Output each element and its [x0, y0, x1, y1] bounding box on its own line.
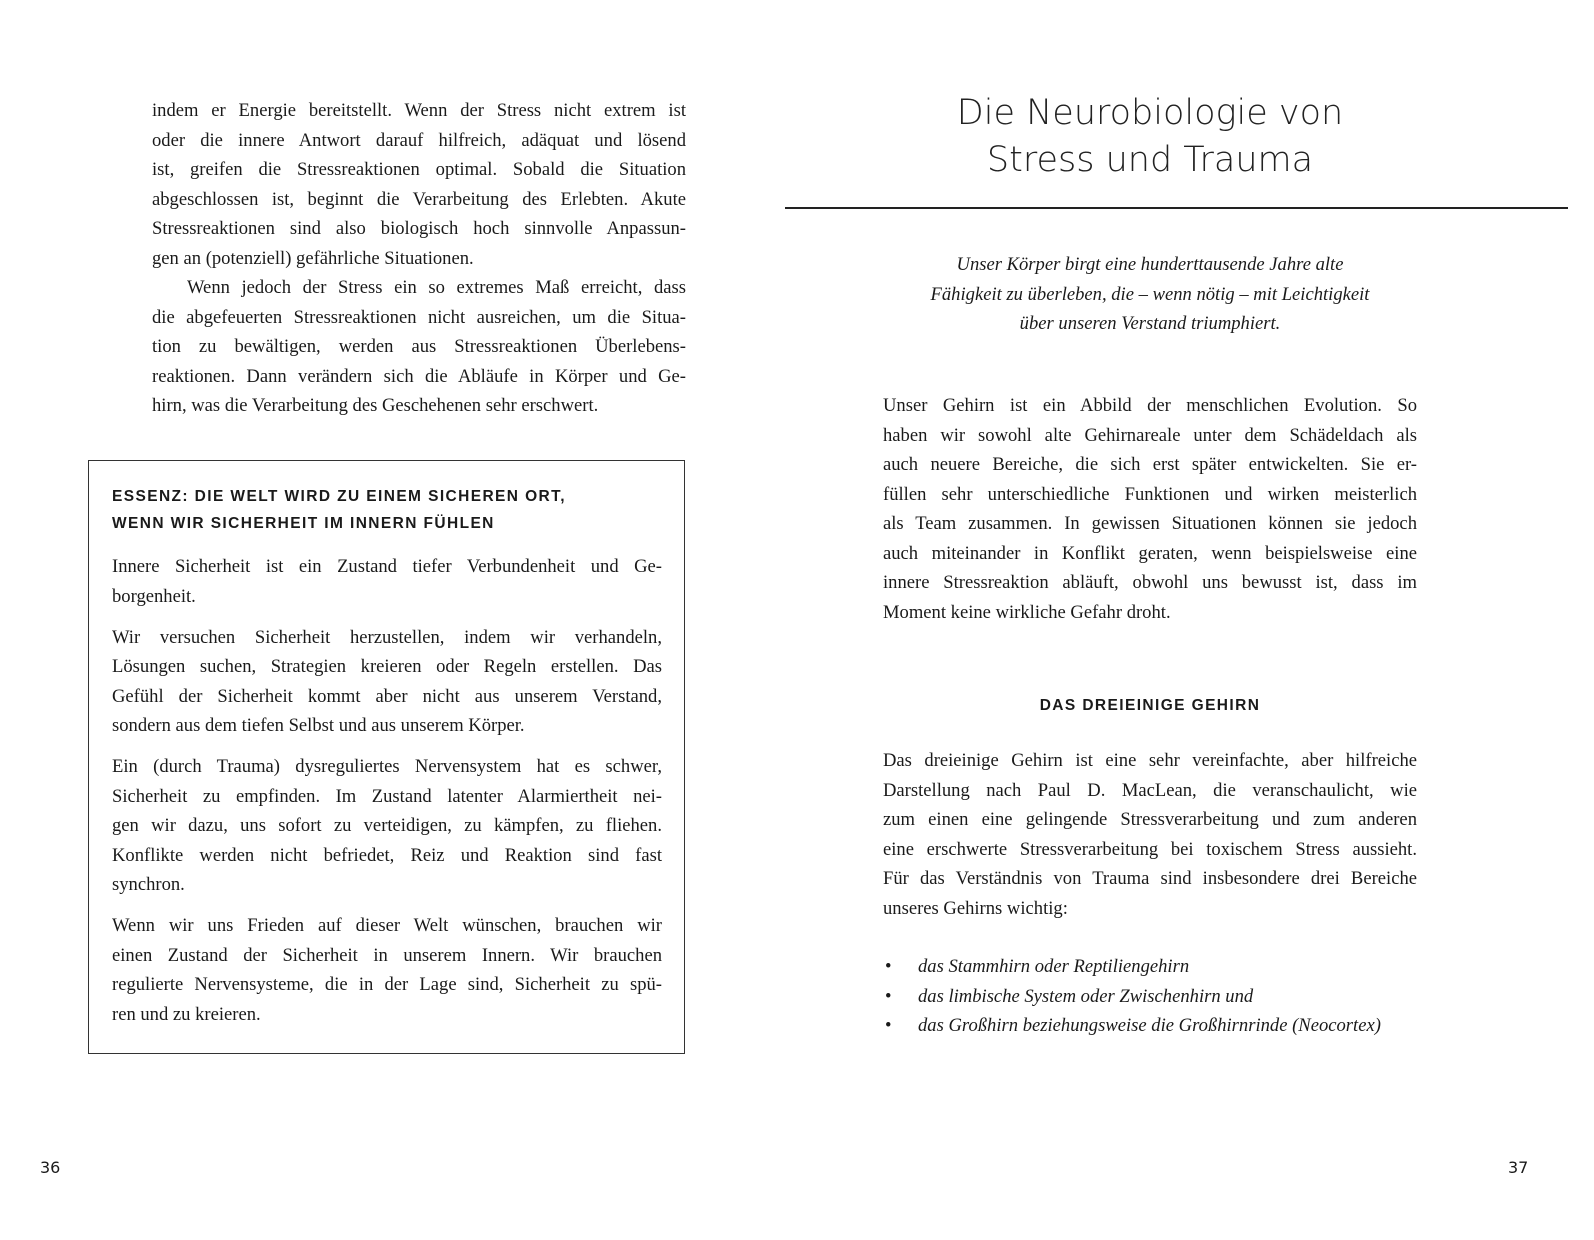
text-line: unseres Gehirns wichtig:	[883, 897, 1068, 919]
paragraph	[112, 752, 662, 900]
paragraph	[883, 391, 1417, 627]
text-line: Unser Gehirn ist ein Abbild der menschlichen Evolution. So	[883, 395, 1417, 416]
essence-heading-line: WENN WIR SICHERHEIT IM INNERN FÜHLEN	[112, 515, 495, 532]
text-line: hirn, was die Verarbeitung des Geschehenen sehr erschwert.	[152, 395, 599, 416]
text-line: abgeschlossen ist, beginnt die Verarbeitung des Erlebten. Akute	[152, 188, 686, 210]
chapter-title-line: Stress und Trauma	[986, 140, 1314, 180]
essence-heading	[112, 483, 566, 537]
text-line: gen an (potenziell) gefährliche Situationen.	[152, 247, 474, 269]
essence-box	[88, 460, 685, 1054]
chapter-title-line: Die Neurobiologie von	[956, 93, 1344, 133]
text-line: die abgefeuerten Stressreaktionen nicht ausreichen, um die Situa-	[152, 306, 686, 328]
text-line: reaktionen. Dann verändern sich die Abläufe in Körper und Ge-	[152, 365, 686, 387]
text-line: borgenheit.	[112, 585, 196, 607]
text-line: Stressreaktionen sind also biologisch hoch sinnvolle Anpassun-	[152, 218, 686, 239]
text-line: Wenn wir uns Frieden auf dieser Welt wünschen, brauchen wir	[112, 915, 662, 936]
paragraph	[112, 911, 662, 1029]
text-line: zum einen eine gelingende Stressverarbeitung und zum anderen	[883, 809, 1417, 830]
text-line: Lösungen suchen, Strategien kreieren oder Regeln erstellen. Das	[112, 656, 662, 677]
text-line: Konflikte werden nicht befriedet, Reiz und Reaktion sind fast	[112, 844, 662, 866]
page-number-left: 36	[40, 1158, 61, 1177]
text-line: Moment keine wirkliche Gefahr droht.	[883, 601, 1171, 623]
quote-line: Unser Körper birgt eine hunderttausende Jahre alte	[956, 254, 1344, 275]
text-line: tion zu bewältigen, werden aus Stressreaktionen Überlebens-	[152, 336, 686, 357]
list-item	[883, 952, 1443, 982]
text-line: Wir versuchen Sicherheit herzustellen, indem wir verhandeln,	[112, 626, 662, 648]
bullet-icon: •	[885, 985, 892, 1007]
text-line: sondern aus dem tiefen Selbst und aus unserem Körper.	[112, 715, 525, 736]
text-line: Darstellung nach Paul D. MacLean, die veranschaulicht, wie	[883, 779, 1417, 801]
text-line: haben wir sowohl alte Gehirnareale unter dem Schädeldach als	[883, 424, 1417, 446]
text-line: auch neuere Bereiche, die sich erst später entwickelten. Sie er-	[883, 454, 1417, 475]
bullet-icon: •	[885, 1015, 892, 1036]
list-item	[883, 1011, 1443, 1041]
page-number-right: 37	[1508, 1158, 1529, 1177]
text-line: oder die innere Antwort darauf hilfreich, adäquat und lösend	[152, 129, 686, 151]
essence-body	[112, 552, 662, 1029]
paragraph	[112, 552, 662, 611]
chapter-title	[785, 90, 1515, 184]
text-line: füllen sehr unterschiedliche Funktionen und wirken meisterlich	[883, 483, 1417, 505]
text-line: gen wir dazu, uns sofort zu verteidigen, zu kämpfen, zu fliehen.	[112, 815, 662, 836]
text-line: Gefühl der Sicherheit kommt aber nicht aus unserem Verstand,	[112, 685, 662, 707]
text-line: Das dreieinige Gehirn ist eine sehr vereinfachte, aber hilfreiche	[883, 750, 1417, 771]
section-heading: DAS DREIEINIGE GEHIRN	[1039, 697, 1261, 714]
quote-line: Fähigkeit zu überleben, die – wenn nötig – mit Leichtigkeit	[930, 283, 1370, 305]
paragraph	[112, 623, 662, 741]
list-item-text: das Stammhirn oder Reptiliengehirn	[918, 956, 1190, 977]
list-item-text: das limbische System oder Zwischenhirn und	[918, 985, 1254, 1007]
text-line: als Team zusammen. In gewissen Situationen können sie jedoch	[883, 513, 1417, 534]
text-line: Innere Sicherheit ist ein Zustand tiefer Verbundenheit und Ge-	[112, 556, 662, 577]
text-line: Ein (durch Trauma) dysreguliertes Nervensystem hat es schwer,	[112, 756, 662, 777]
text-line: ist, greifen die Stressreaktionen optimal. Sobald die Situation	[152, 159, 686, 180]
list-item	[883, 982, 1443, 1012]
essence-heading-line: ESSENZ: DIE WELT WIRD ZU EINEM SICHEREN ORT,	[112, 488, 566, 505]
text-line: innere Stressreaktion abläuft, obwohl uns bewusst ist, dass im	[883, 572, 1417, 593]
text-line: regulierte Nervensysteme, die in der Lage sind, Sicherheit zu spü-	[112, 974, 662, 995]
bullet-icon: •	[885, 956, 892, 977]
intro-paragraph	[883, 391, 1417, 627]
list-item-text: das Großhirn beziehungsweise die Großhirnrinde (Neocortex)	[918, 1015, 1381, 1036]
left-body-text	[152, 96, 686, 421]
quote-line: über unseren Verstand triumphiert.	[1019, 313, 1281, 334]
paragraph	[883, 746, 1417, 923]
text-line: auch miteinander in Konflikt geraten, wenn beispielsweise eine	[883, 542, 1417, 564]
text-line: Wenn jedoch der Stress ein so extremes Maß erreicht, dass	[187, 277, 686, 298]
text-line: ren und zu kreieren.	[112, 1003, 261, 1025]
text-line: Sicherheit zu empfinden. Im Zustand latenter Alarmiertheit nei-	[112, 785, 662, 807]
text-line: Für das Verständnis von Trauma sind insbesondere drei Bereiche	[883, 868, 1417, 889]
section-paragraph	[883, 746, 1417, 923]
epigraph-quote	[883, 250, 1417, 339]
bullet-list	[883, 952, 1443, 1041]
text-line: indem er Energie bereitstellt. Wenn der Stress nicht extrem ist	[152, 100, 686, 121]
paragraph	[152, 273, 686, 421]
text-line: eine erschwerte Stressverarbeitung bei toxischem Stress aussieht.	[883, 838, 1417, 860]
paragraph	[152, 96, 686, 273]
text-line: einen Zustand der Sicherheit in unserem Innern. Wir brauchen	[112, 944, 662, 966]
title-divider	[785, 207, 1568, 209]
text-line: synchron.	[112, 874, 185, 895]
